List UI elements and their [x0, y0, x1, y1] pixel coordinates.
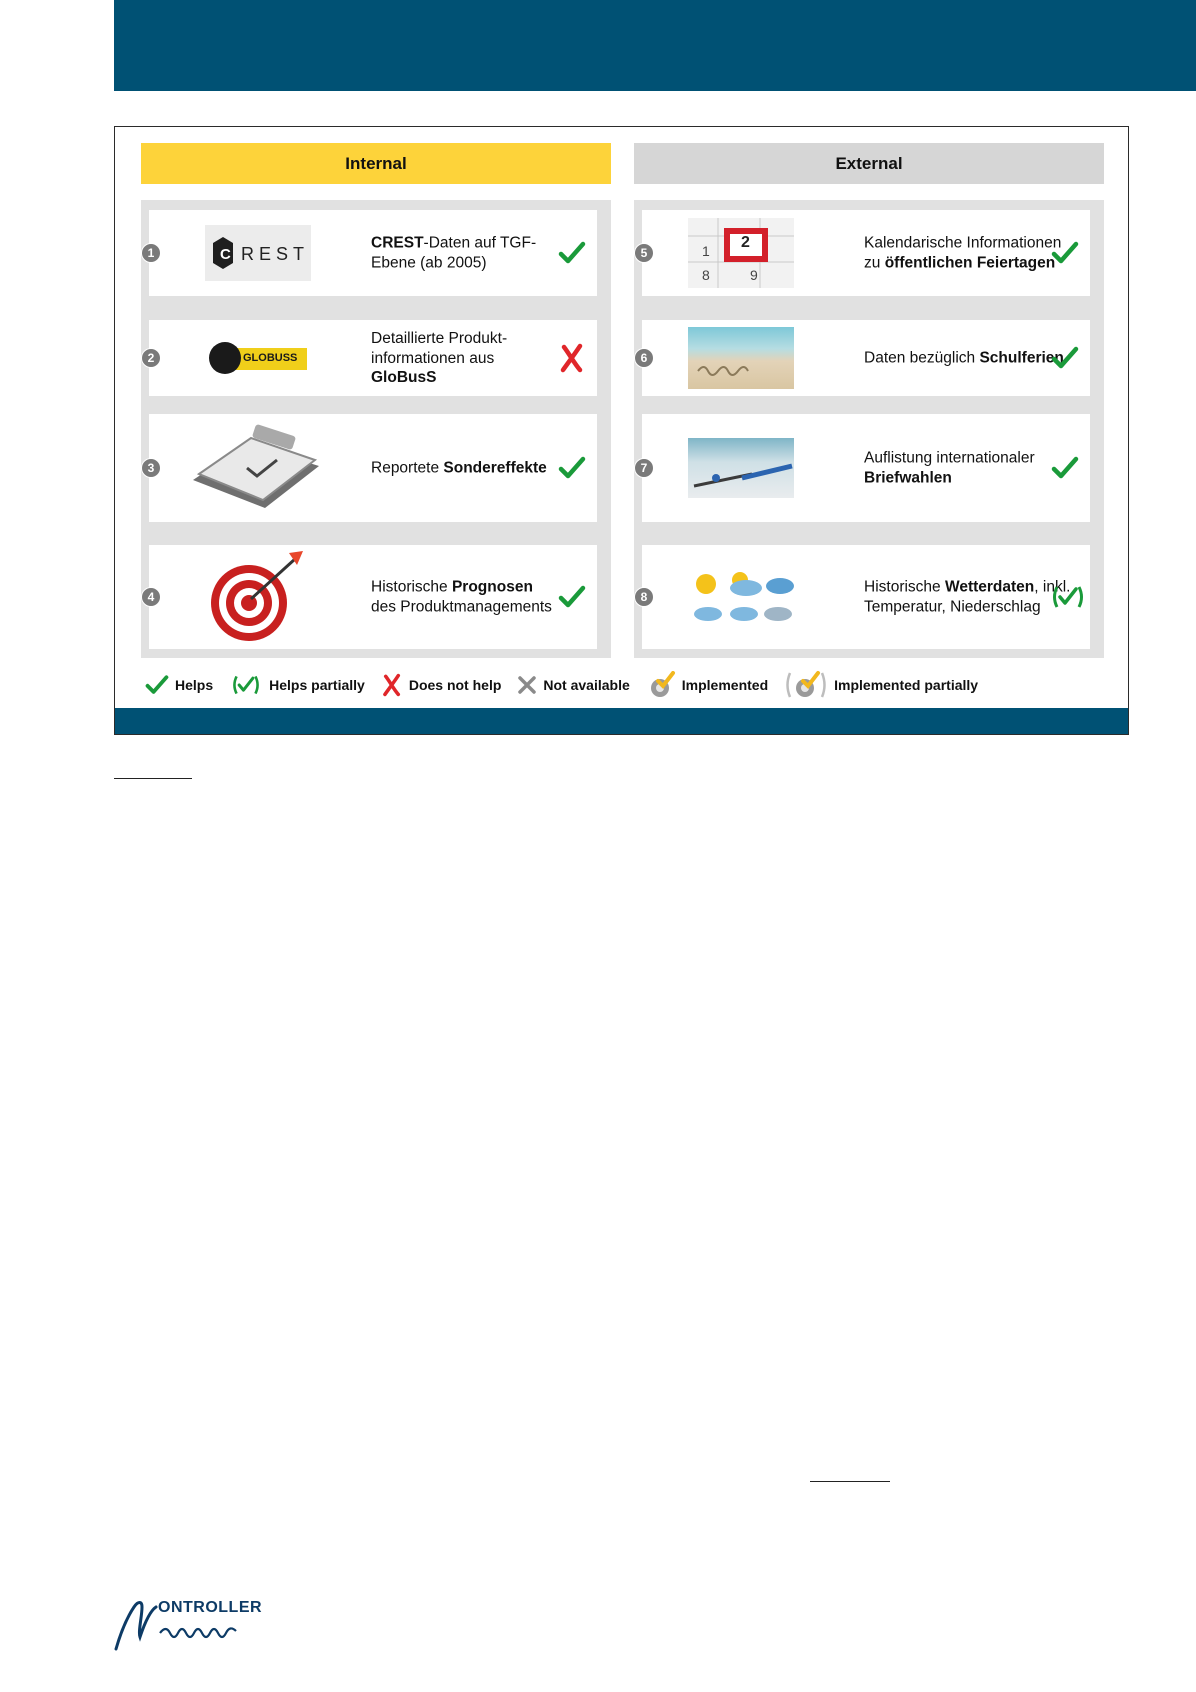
list-item	[149, 545, 597, 649]
external-column	[634, 143, 1104, 615]
crest-logo-text: REST	[241, 244, 310, 264]
item-number: 7	[634, 458, 654, 478]
gear-check-partial-icon	[784, 670, 828, 700]
check-icon	[1050, 238, 1080, 268]
list-item	[642, 320, 1090, 396]
gear-check-icon	[646, 671, 676, 699]
legend	[145, 670, 1105, 700]
x-icon	[517, 675, 537, 695]
list-item	[149, 210, 597, 296]
legend-does-not-help	[381, 672, 502, 698]
crest-logo-icon	[205, 225, 311, 281]
item-text: Daten bezüglich Schulferien	[864, 349, 1064, 367]
check-partial-icon	[229, 673, 263, 697]
cross-icon	[381, 672, 403, 698]
legend-label: Implemented partially	[834, 677, 979, 693]
controller-magazin-logo	[112, 1595, 262, 1653]
internal-list	[141, 200, 611, 658]
item-number: 1	[141, 243, 161, 263]
external-list	[634, 200, 1104, 658]
globuss-logo-icon	[205, 338, 311, 378]
footnote-rule	[810, 1481, 890, 1482]
item-text: Reportete Sondereffekte	[371, 459, 547, 477]
item-number: 8	[634, 587, 654, 607]
legend-label: Implemented	[681, 677, 769, 693]
check-icon	[557, 453, 587, 483]
item-number: 5	[634, 243, 654, 263]
item-text: Historische Wetterdaten, inkl. Temperatur, Niederschlag	[864, 578, 1071, 615]
legend-label: Not available	[543, 677, 630, 693]
top-banner	[114, 0, 1196, 91]
ballot-icon	[688, 438, 794, 498]
item-text: Detaillierte Produkt-informationen aus GloBusS	[371, 329, 508, 386]
external-header: External	[634, 143, 1104, 184]
calendar-icon	[688, 218, 794, 288]
footnote-rule	[114, 778, 192, 779]
globuss-logo-text: GLOBUSS	[243, 352, 298, 364]
legend-implemented-partially	[784, 670, 978, 700]
item-number: 3	[141, 458, 161, 478]
calendar-day: 2	[741, 234, 750, 251]
weather-icon	[688, 562, 794, 632]
check-icon	[1050, 453, 1080, 483]
svg-text:C: C	[220, 246, 231, 263]
list-item	[149, 414, 597, 522]
legend-label: Helps partially	[269, 677, 365, 693]
list-item	[149, 320, 597, 396]
legend-label: Does not help	[408, 677, 502, 693]
check-icon	[145, 673, 169, 697]
internal-column	[141, 143, 611, 615]
logo-wordmark: ONTROLLER	[158, 1599, 263, 1616]
item-number: 6	[634, 348, 654, 368]
item-text: Historische Prognosen des Produktmanagements	[371, 578, 552, 615]
target-icon	[207, 549, 307, 645]
item-number: 2	[141, 348, 161, 368]
list-item	[642, 210, 1090, 296]
legend-implemented	[646, 671, 768, 699]
figure	[114, 126, 1129, 735]
figure-footer-bar	[115, 708, 1128, 734]
item-text: CREST-Daten auf TGF-Ebene (ab 2005)	[371, 234, 537, 271]
svg-text:9: 9	[750, 267, 758, 283]
legend-not-available	[517, 675, 629, 695]
svg-text:8: 8	[702, 267, 710, 283]
clipboard-icon	[189, 422, 321, 514]
list-item	[642, 545, 1090, 649]
check-icon	[557, 238, 587, 268]
legend-helps	[145, 673, 213, 697]
beach-icon	[688, 327, 794, 389]
legend-helps-partially	[229, 673, 365, 697]
item-text: Auflistung internationaler Briefwahlen	[864, 449, 1035, 486]
cross-icon	[557, 343, 587, 373]
item-number: 4	[141, 587, 161, 607]
internal-header: Internal	[141, 143, 611, 184]
svg-text:1: 1	[702, 243, 710, 259]
list-item	[642, 414, 1090, 522]
check-icon	[1050, 343, 1080, 373]
legend-label: Helps	[175, 677, 214, 693]
item-text: Kalendarische Informationen zu öffentlichen Feiertagen	[864, 234, 1062, 271]
check-partial-icon	[1050, 582, 1086, 612]
check-icon	[557, 582, 587, 612]
